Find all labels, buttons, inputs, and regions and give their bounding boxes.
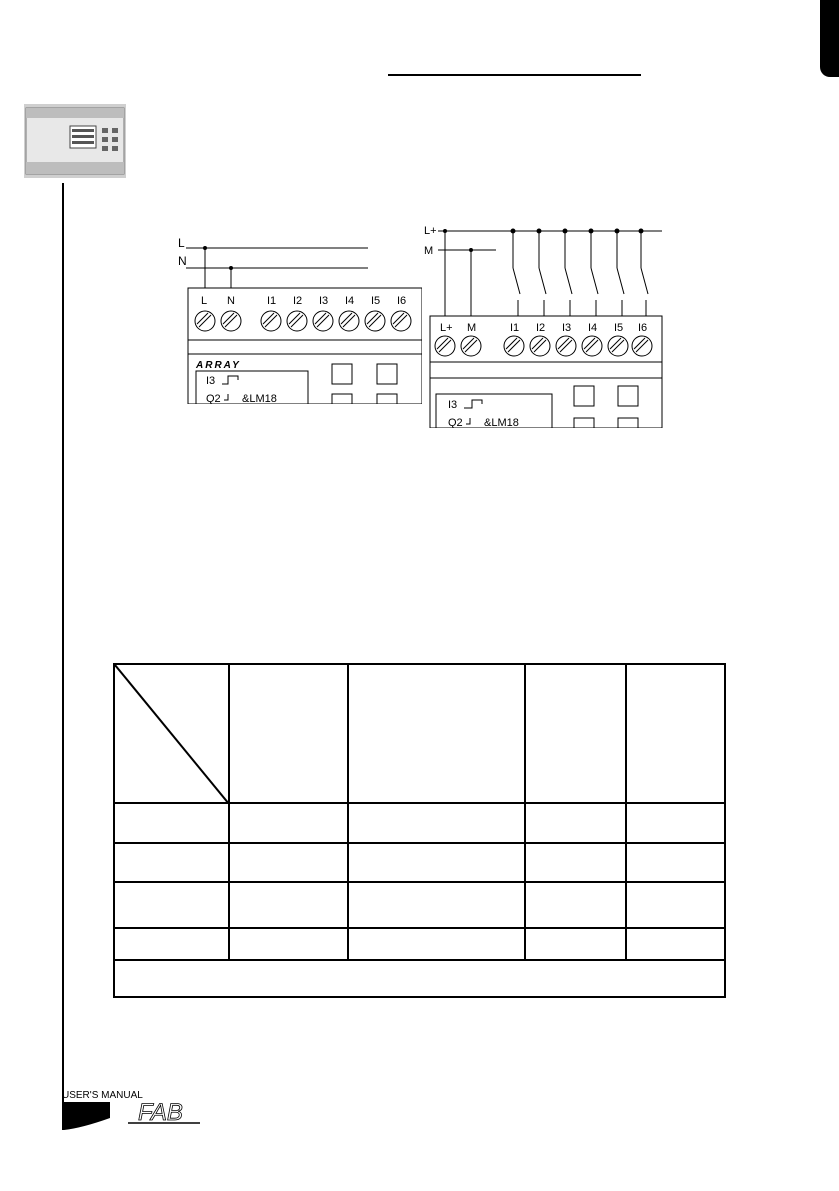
table-header-row	[114, 664, 725, 803]
terminal-label: M	[467, 322, 477, 334]
terminal-label: I3	[319, 295, 329, 307]
line-label-lplus: L+	[424, 225, 437, 237]
line-label-m: M	[424, 245, 434, 257]
terminal-label: I3	[562, 322, 572, 334]
device-thumbnail	[24, 104, 126, 178]
terminal-label: I6	[397, 295, 407, 307]
terminal-label: I2	[293, 295, 303, 307]
table-row	[114, 882, 725, 928]
terminal-label: I6	[638, 322, 648, 334]
display-line2-prefix: Q2	[448, 417, 463, 428]
margin-rule	[62, 183, 64, 1113]
section-title-underline	[388, 74, 641, 76]
header-cell	[348, 664, 525, 803]
display-line2-text: &LM18	[484, 417, 519, 428]
display-line2-prefix: Q2	[206, 393, 221, 404]
wiring-diagram-ac	[170, 228, 422, 404]
table-row	[114, 843, 725, 882]
header-cell	[229, 664, 348, 803]
manual-label: USER'S MANUAL	[62, 1090, 143, 1101]
terminal-label: L	[201, 295, 208, 307]
terminal-label: I5	[614, 322, 624, 334]
input-switches	[511, 229, 648, 316]
header-cell	[626, 664, 725, 803]
line-label-n: N	[178, 254, 187, 268]
wiring-diagram-dc	[422, 222, 664, 428]
display-line1: I3	[206, 375, 216, 387]
terminal-label: I1	[267, 295, 277, 307]
table-row	[114, 928, 725, 960]
terminal-label: I5	[371, 295, 381, 307]
terminal-label: I2	[536, 322, 546, 334]
terminal-screws	[195, 311, 411, 331]
brand-label: ARRAY	[196, 360, 241, 371]
terminal-label: I4	[588, 322, 598, 334]
display-line2-text: &LM18	[242, 393, 277, 404]
table-row	[114, 803, 725, 843]
terminal-label: L+	[440, 322, 453, 334]
terminal-screws	[435, 336, 652, 356]
header-cell	[525, 664, 626, 803]
line-label-l: L	[178, 236, 185, 250]
spec-table	[113, 663, 726, 998]
terminal-label: N	[227, 295, 235, 307]
diagonal-header-cell	[114, 664, 229, 803]
brand-logo-text: FAB	[138, 1099, 183, 1126]
terminal-label: I4	[345, 295, 355, 307]
page-edge-tab	[820, 0, 839, 77]
display-line1: I3	[448, 399, 458, 411]
footer-logo	[62, 1088, 202, 1130]
table-note-row	[114, 960, 725, 997]
terminal-label: I1	[510, 322, 520, 334]
